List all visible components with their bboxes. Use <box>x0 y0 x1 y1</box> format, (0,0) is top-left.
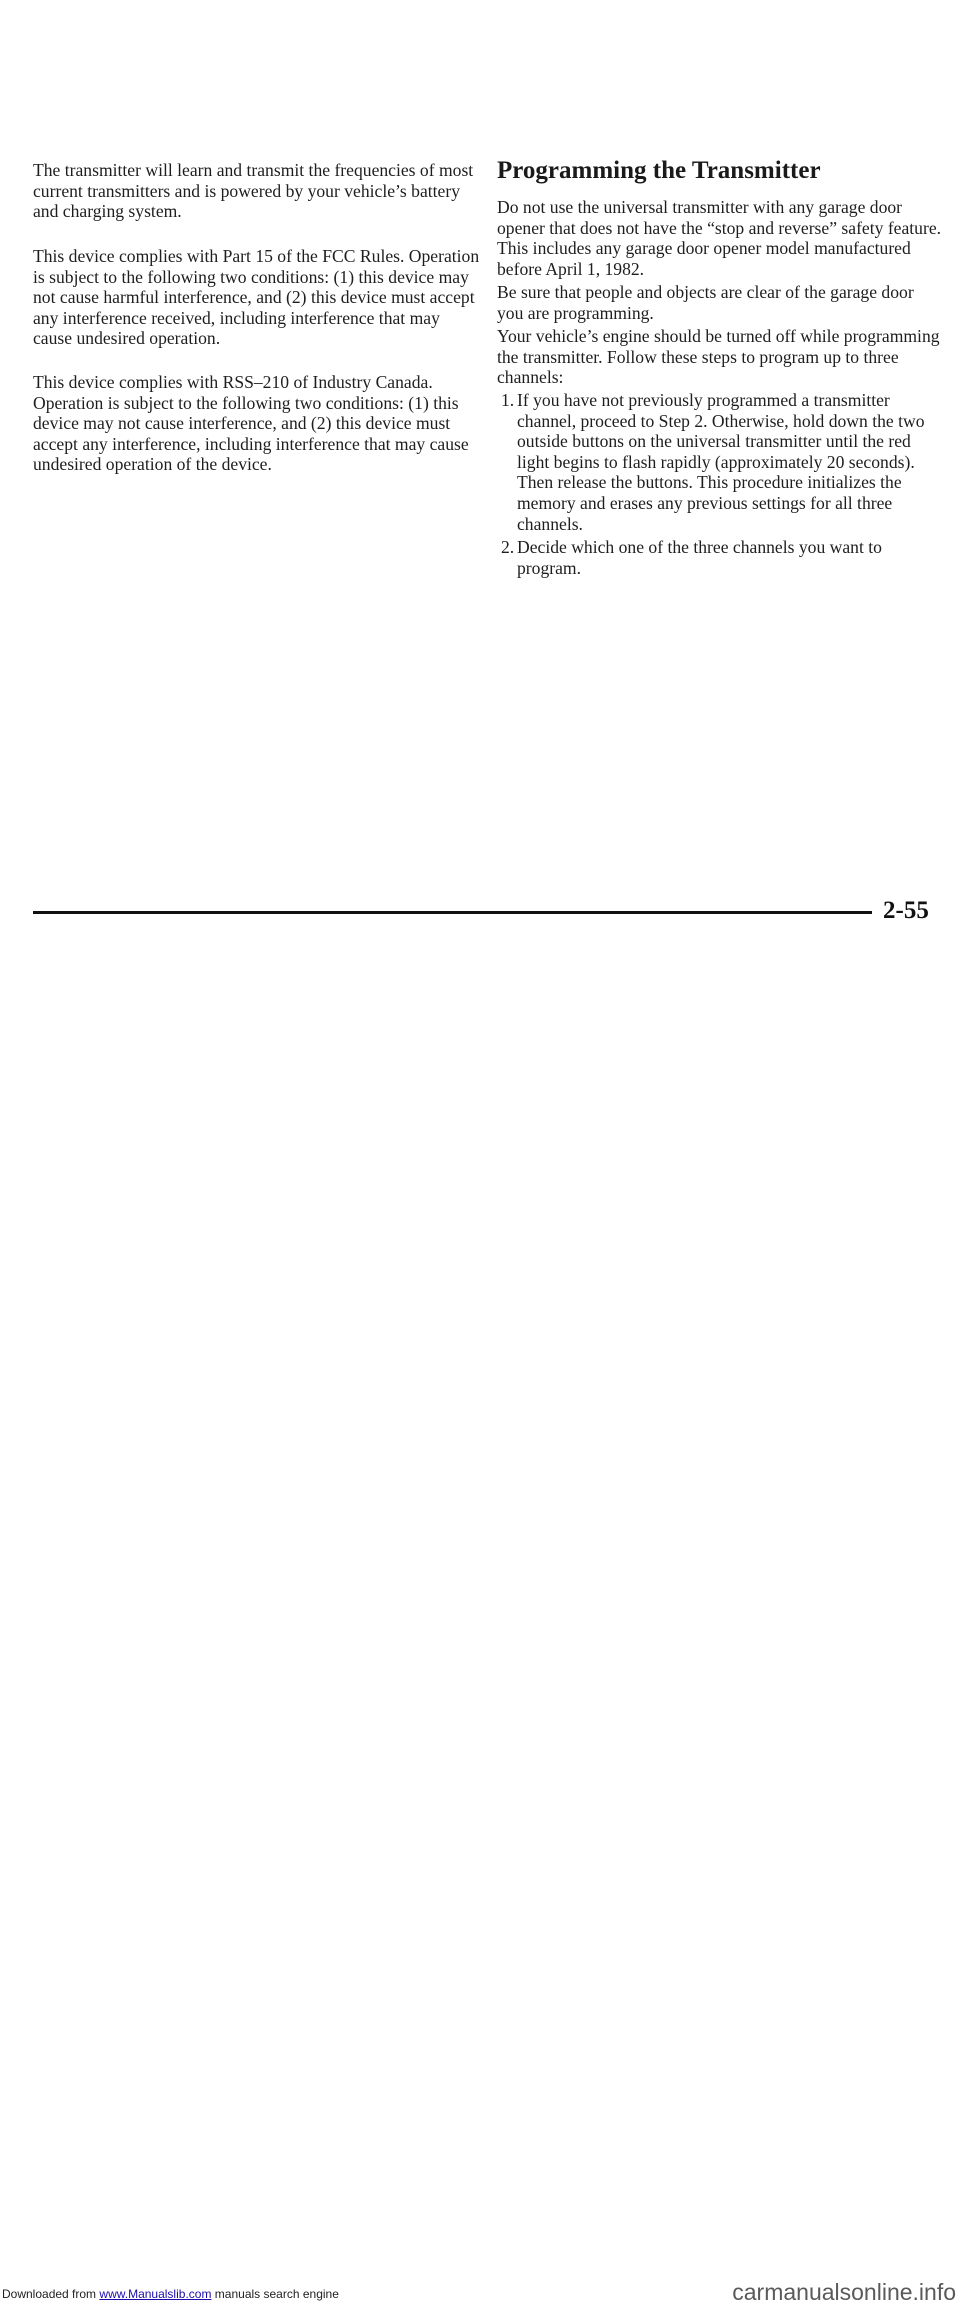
engine-off-paragraph: Your vehicle’s engine should be turned off while programming the transmitter. Follow these steps to program up to three channels: <box>497 326 940 388</box>
download-suffix: manuals search engine <box>214 2287 339 2301</box>
manualslib-link[interactable]: www.Manualslib.com <box>99 2287 212 2301</box>
step-number: 2. <box>501 537 515 557</box>
manual-page <box>0 0 960 1065</box>
fcc-compliance-paragraph: This device complies with Part 15 of the FCC Rules. Operation is subject to the following two conditions: (1) this device may not cause harmful interference, and (2) this device must accept any interference received, including interference that may cause undesired operation. <box>33 246 480 349</box>
transmitter-intro-paragraph: The transmitter will learn and transmit the frequencies of most current transmitters and is powered by your vehicle’s battery and charging system. <box>33 160 474 222</box>
step-text: If you have not previously programmed a transmitter channel, proceed to Step 2. Otherwise, hold down the two outside buttons on the universal transmitter until the red light begins to flash rapidly (approximately 20 seconds). Then release the buttons. This procedure initializes the memory and erases any previous settings for all three channels. <box>517 390 925 534</box>
download-source-line <box>2 2286 339 2302</box>
clear-door-paragraph: Be sure that people and objects are clear of the garage door you are programming. <box>497 282 914 323</box>
garage-opener-warning-paragraph: Do not use the universal transmitter with any garage door opener that does not have the “stop and reverse” safety feature. This includes any garage door opener model manufactured before April 1, 1982. <box>497 197 942 279</box>
footer-rule <box>33 911 872 914</box>
download-prefix: Downloaded from <box>2 2287 97 2301</box>
download-footer <box>0 1065 960 2305</box>
step-number: 1. <box>501 390 515 410</box>
industry-canada-compliance-paragraph: This device complies with RSS–210 of Industry Canada. Operation is subject to the following two conditions: (1) this device may not cause interference, and (2) this device must accept any interference, including interference that may cause undesired operation of the device. <box>33 372 469 475</box>
watermark-text: carmanualsonline.info <box>732 2279 956 2305</box>
page-number: 2-55 <box>883 897 929 924</box>
section-heading: Programming the Transmitter <box>497 157 821 184</box>
step-text: Decide which one of the three channels you want to program. <box>517 537 882 578</box>
